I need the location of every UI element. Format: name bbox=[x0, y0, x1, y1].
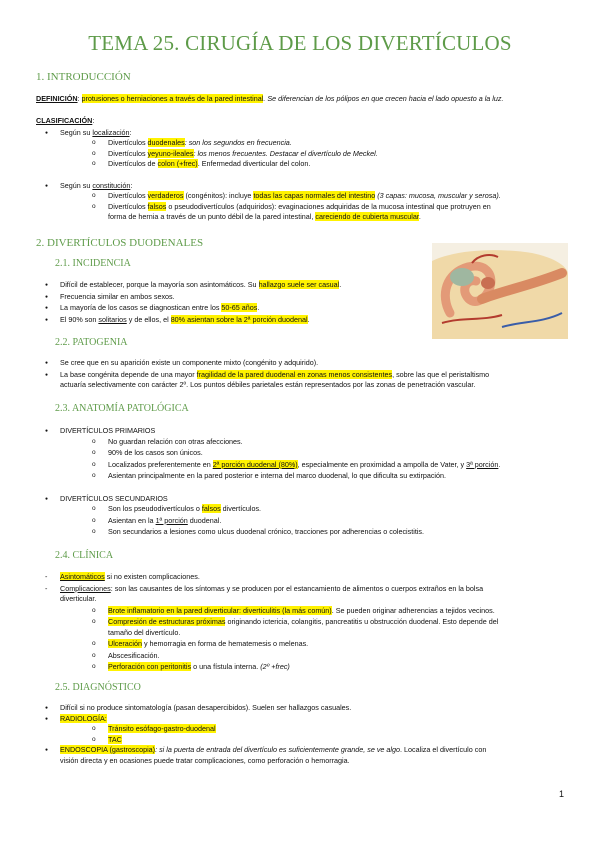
subsection-heading-anatomia-patologica: 2.3. ANATOMÍA PATOLÓGICA bbox=[55, 403, 189, 414]
section-heading-introduccion: 1. INTRODUCCIÓN bbox=[36, 71, 131, 83]
subsection-heading-patogenia: 2.2. PATOGENIA bbox=[55, 337, 128, 348]
page-title: TEMA 25. CIRUGÍA DE LOS DIVERTÍCULOS bbox=[88, 31, 512, 55]
definition-paragraph: DEFINICIÓN: protusiones o herniaciones a través de la pared intestinal. Se diferencian de los pólipos en que crecen hacia el lado opuesto a la luz. bbox=[36, 94, 504, 103]
page-number: 1 bbox=[558, 789, 564, 799]
subsection-heading-diagnostico: 2.5. DIAGNÓSTICO bbox=[55, 682, 141, 693]
list-item: o Divertículos falsos o pseudodivertículos (adquiridos): evaginaciones adquiridas de la mucosa intestinal que protruyen en bbox=[36, 202, 566, 213]
patogenia-list: ● Se cree que en su aparición existe un componente mixto (congénito y adquirido). ● La base congénita depende de una mayor fragilidad de la pared duodenal en zonas menos consistentes, sobre las que el peristaltismo actuaría selectivamente con carácter 2º. Los puntos débiles parietales están representados por las zonas de penetración vascular. bbox=[36, 358, 566, 391]
list-item: o Divertículos de colon (+frec). Enfermedad diverticular del colon. bbox=[36, 159, 566, 170]
subsection-heading-incidencia: 2.1. INCIDENCIA bbox=[55, 258, 131, 269]
list-item: o Divertículos verdaderos (congénitos): incluye todas las capas normales del intestino (3 capas: mucosa, muscular y serosa). bbox=[36, 191, 566, 202]
section-heading-diverticulos-duodenales: 2. DIVERTÍCULOS DUODENALES bbox=[36, 237, 204, 249]
anatomia-list: ● DIVERTÍCULOS PRIMARIOS o No guardan relación con otras afecciones. o 90% de los casos son únicos. o Localizados preferentemente en 2ª porción duodenal (80%), especialmente en proximidad a ampolla de Vater, y 3ª porción. o Asientan principalmente en la pared posterior e interna del marco duodenal, lo que dificulta su extirpación. ● DIVERTÍCULOS SECUNDARIOS o Son los pseudodivertículos o falsos divertículos. o Asientan en la 1ª porción duodenal. o Son secundarios a lesiones como ulcus duodenal crónico, tracciones por adherencias o colecistitis. bbox=[36, 426, 566, 538]
list-item: o Divertículos yeyuno-ileales: los menos frecuentes. Destacar el divertículo de Meckel. bbox=[36, 149, 566, 160]
classification-block: CLASIFICACIÓN: ● Según su localización: o Divertículos duodenales: son los segundos en frecuencia. o Divertículos yeyuno-ileales: los menos frecuentes. Destacar el divertículo de Meckel. o Divertículos de colon (+frec). Enfermedad diverticular del colon. ● Según su constitución: o Divertículos verdaderos (congénitos): incluye todas las capas normales del intestino (3 capas: mucosa, muscular y serosa). o Divertículos falsos o pseudodivertículos (adquiridos): evaginaciones adquiridas de la mucosa intestinal que protruyen en forma de hernia a través de un punto débil de la pared intestinal, careciendo de cubierta muscular. bbox=[36, 116, 566, 223]
diagnostico-list: ● Difícil si no produce sintomatología (pasan desapercibidos). Suelen ser hallazgos casuales. ● RADIOLOGÍA: o Tránsito esófago-gastro-duodenal o TAC ● ENDOSCOPIA (gastroscopia): si la puerta de entrada del divertículo es suficientemente grande, se ve algo. Localiza el divertículo con visión directa y en ocasiones puede tratar complicaciones, como perforación o hemorragia. bbox=[36, 703, 566, 766]
subsection-heading-clinica: 2.4. CLÍNICA bbox=[55, 550, 114, 561]
incidencia-list: ● Difícil de establecer, porque la mayoría son asintomáticos. Su hallazgo suele ser casual. ● Frecuencia similar en ambos sexos. ● La mayoría de los casos se diagnostican entre los 50-65 años. ● El 90% son solitarios y de ellos, el 80% asientan sobre la 2ª porción duodenal. bbox=[36, 280, 566, 325]
list-item: o Divertículos duodenales: son los segundos en frecuencia. bbox=[36, 138, 566, 149]
clinica-list: - Asintomáticos si no existen complicaciones. - Complicaciones: son las causantes de los síntomas y se producen por el estancamiento de alimentos o cuerpos extraños en la bolsa diverticular. o Brote inflamatorio en la pared diverticular: diverticulitis (la más común). Se pueden originar adherencias a tejidos vecinos. o Compresión de estructuras próximas originando ictericia, colangitis, pancreatitis u obstrucción duodenal. Esto depende del tamaño del divertículo. o Ulceración y hemorragia en forma de hematemesis o melenas. o Abscesificación. o Perforación con peritonitis o una fístula interna. (2º +frec) bbox=[36, 572, 566, 673]
